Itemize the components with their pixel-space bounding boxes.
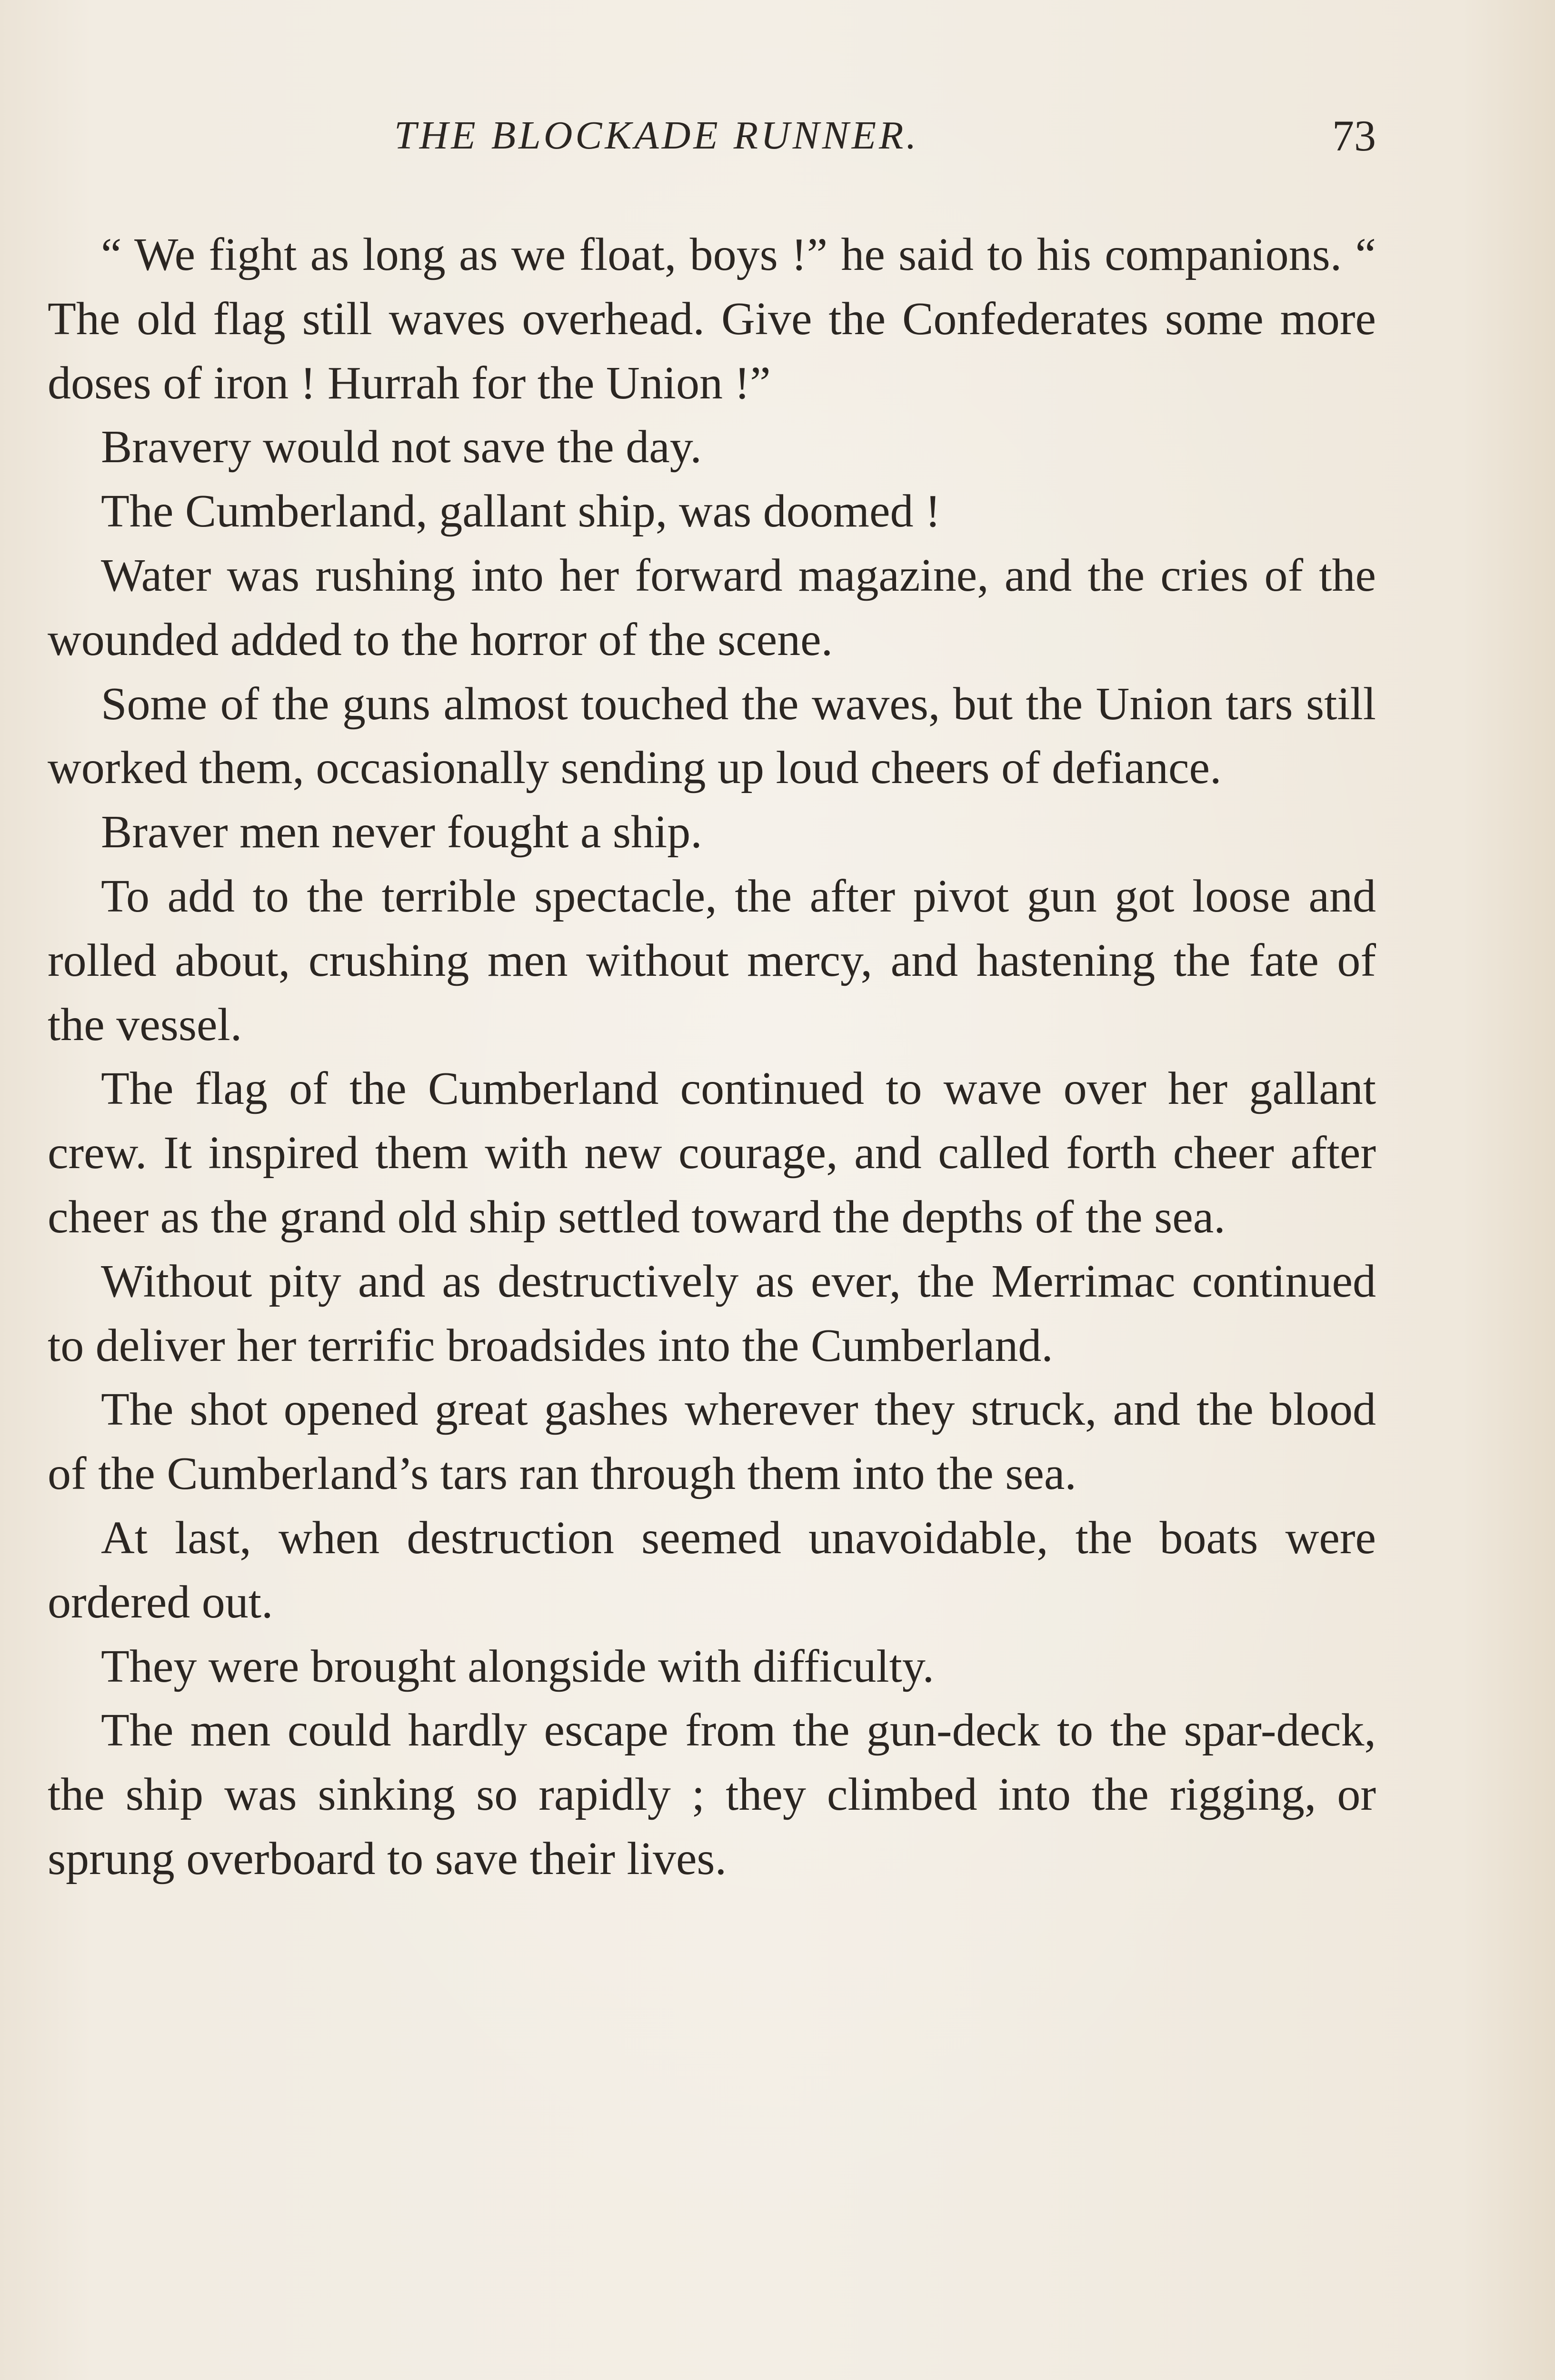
paragraph: Braver men never fought a ship. — [101, 806, 702, 858]
paragraph: “ We fight as long as we float, boys !” he said to his companions. “ The old flag still waves overhead. Give the Confederates some more doses of iron ! Hurrah for the Union !” — [48, 229, 1376, 409]
paragraph: Some of the guns almost touched the waves, but the Union tars still worked them, occasionally sending up loud cheers of defiance. — [48, 678, 1376, 794]
paragraph: Without pity and as destructively as ever, the Merrimac continued to deliver her terrific broadsides into the Cumberland. — [48, 1255, 1376, 1371]
paragraph: Bravery would not save the day. — [101, 421, 702, 473]
paragraph: At last, when destruction seemed unavoidable, the boats were ordered out. — [48, 1512, 1376, 1628]
paragraph: Water was rushing into her forward magazine, and the cries of the wounded added to the horror of the scene. — [48, 549, 1376, 665]
paragraph: The flag of the Cumberland continued to wave over her gallant crew. It inspired them with new courage, and called forth cheer after cheer as the grand old ship settled toward the depths of the sea. — [48, 1063, 1376, 1243]
running-title: THE BLOCKADE RUNNER. — [394, 113, 919, 158]
paragraph: To add to the terrible spectacle, the after pivot gun got loose and rolled about, crushing men without mercy, and hastening the fate of the vessel. — [48, 870, 1376, 1051]
paragraph: The Cumberland, gallant ship, was doomed ! — [101, 486, 941, 537]
paragraph: They were brought alongside with difficulty. — [101, 1640, 934, 1692]
paragraph: The men could hardly escape from the gun-deck to the spar-deck, the ship was sinking so rapidly ; they climbed into the rigging, or sprung overboard to save their lives. — [48, 1705, 1376, 1884]
page-number: 73 — [1332, 111, 1376, 160]
body-text — [48, 223, 1376, 1891]
running-head — [48, 102, 1376, 169]
paragraph: The shot opened great gashes wherever they struck, and the blood of the Cumberland’s tars ran through them into the sea. — [48, 1384, 1376, 1500]
